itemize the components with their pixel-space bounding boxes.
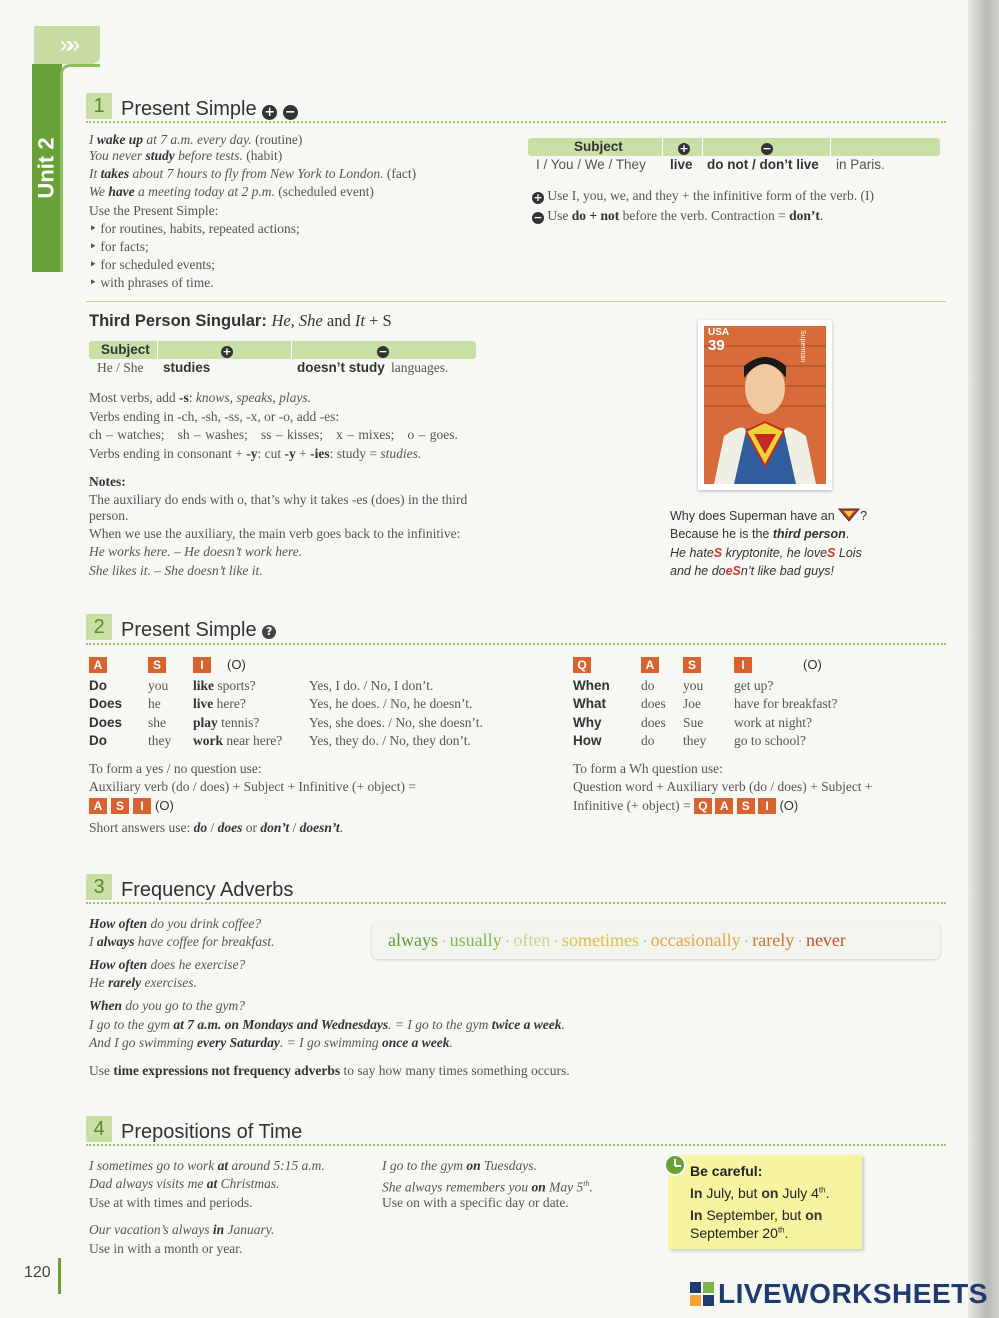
- rule: Use in with a month or year.: [89, 1241, 243, 1256]
- verb-cell: like sports?: [193, 678, 256, 693]
- careful-line: In July, but on July 4th.: [690, 1185, 830, 1201]
- short-answer-cell: Yes, he does. / No, he doesn’t.: [309, 696, 473, 711]
- example-line: It takes about 7 hours to fly from New York to London. (fact): [89, 166, 417, 181]
- letter-badge: I: [193, 656, 211, 674]
- adverb-separator: ·: [501, 935, 514, 950]
- page-number: 120: [24, 1264, 51, 1281]
- adverb-separator: ·: [638, 935, 651, 950]
- table-subject: I / You / We / They: [536, 157, 646, 172]
- note: The auxiliary do ends with o, that’s why it takes -es (does) in the third: [89, 492, 468, 507]
- verb-cell: work near here?: [193, 733, 283, 748]
- unit-arrows: »»: [34, 26, 100, 64]
- section-title: Frequency Adverbs: [121, 879, 294, 901]
- verb-cell: go to school?: [734, 733, 806, 748]
- plus-icon: +: [679, 142, 689, 155]
- letter-badge: A: [89, 656, 107, 674]
- verb-cell: get up?: [734, 678, 774, 693]
- be-careful-note: [668, 1155, 862, 1249]
- subsection-title: Third Person Singular: He, She and It + S: [89, 311, 392, 330]
- section-title: Present Simple ?: [121, 619, 276, 642]
- plus-icon: +: [262, 105, 277, 120]
- subject-cell: they: [148, 733, 172, 748]
- short-answer-cell: Yes, they do. / No, they don’t.: [309, 733, 471, 748]
- aux-cell: do: [641, 733, 655, 748]
- adverb-rarely: rarely: [752, 930, 795, 950]
- wh-formula: Question word + Auxiliary verb (do / does) + Subject +: [573, 779, 873, 794]
- short-answer-cell: Yes, I do. / No, I don’t.: [309, 678, 434, 693]
- stamp-side-text: Superman: [799, 330, 806, 363]
- letter-badge: Q: [573, 656, 591, 674]
- subject-cell: they: [683, 733, 707, 748]
- subject-cell: Sue: [683, 715, 704, 730]
- example-line: We have a meeting today at 2 p.m. (scheduled event): [89, 184, 374, 199]
- superman-question: Why does Superman have an ?: [670, 509, 868, 523]
- aux-cell: does: [641, 715, 666, 730]
- object-label: (O): [227, 657, 246, 672]
- use-item: ‣ for facts;: [89, 239, 149, 254]
- page-number-bar: [58, 1258, 61, 1294]
- wh-formula: Infinitive (+ object) = Q A S I (O): [573, 798, 799, 813]
- superman-shield-icon: [838, 508, 860, 522]
- careful-line: In September, but on: [690, 1207, 823, 1223]
- aux-cell: Do: [89, 678, 107, 693]
- example: How often do you drink coffee?: [89, 916, 262, 931]
- use-item: ‣ for scheduled events;: [89, 257, 216, 272]
- adverb-separator: ·: [794, 935, 806, 950]
- aux-cell: Do: [89, 733, 107, 748]
- minus-icon: −: [762, 142, 772, 155]
- table-negative: do not / don’t live: [707, 157, 819, 172]
- superman-answer: Because he is the third person.: [670, 527, 850, 541]
- rule: Verbs ending in -ch, -sh, -ss, -x, or -o, add -es:: [89, 409, 340, 424]
- adverb-separator: ·: [740, 935, 753, 950]
- subject-cell: you: [683, 678, 704, 693]
- divider: [86, 301, 946, 302]
- table-rest: languages.: [391, 360, 449, 375]
- wh-cell: When: [573, 678, 610, 693]
- frequency-scale: [372, 921, 940, 959]
- section-divider: [86, 121, 946, 123]
- logo-grid-icon: [690, 1281, 714, 1305]
- superman-stamp: [698, 320, 832, 490]
- note: When we use the auxiliary, the main verb goes back to the infinitive:: [89, 526, 461, 541]
- adverb-never: never: [805, 930, 846, 950]
- table-negative: doesn’t study: [297, 360, 385, 375]
- letter-badge: S: [148, 656, 166, 674]
- superman-line: He hateS kryptonite, he loveS Lois: [670, 546, 862, 560]
- adverb-usually: usually: [449, 930, 502, 950]
- stamp-value: 39: [708, 337, 725, 354]
- plus-icon: +: [533, 191, 543, 204]
- section-number: 4: [86, 1116, 112, 1142]
- adverb-occasionally: occasionally: [650, 930, 741, 950]
- table-rest: in Paris.: [836, 157, 885, 172]
- adverb-always: always: [388, 930, 438, 950]
- example-line: I wake up at 7 a.m. every day. (routine): [89, 132, 303, 147]
- table-positive: live: [670, 157, 693, 172]
- note-positive: + Use I, you, we, and they + the infinitive form of the verb. (I): [533, 188, 875, 204]
- wh-cell: What: [573, 696, 606, 711]
- careful-title: Be careful:: [690, 1163, 763, 1179]
- verb-cell: have for breakfast?: [734, 696, 838, 711]
- example: I sometimes go to work at around 5:15 a.m.: [89, 1158, 325, 1173]
- verb-cell: play tennis?: [193, 715, 260, 730]
- section-number: 2: [86, 614, 112, 640]
- example: She likes it. – She doesn’t like it.: [89, 563, 263, 578]
- minus-icon: −: [533, 211, 543, 224]
- short-answers: Short answers use: do / does or don’t / doesn’t.: [89, 820, 344, 835]
- unit-tab: Unit 2: [32, 64, 62, 272]
- table-positive: studies: [163, 360, 211, 375]
- aux-cell: do: [641, 678, 655, 693]
- verb-cell: work at night?: [734, 715, 812, 730]
- aux-cell: Does: [89, 696, 123, 711]
- aux-cell: does: [641, 696, 666, 711]
- example: And I go swimming every Saturday. = I go swimming once a week.: [89, 1035, 453, 1050]
- subject-cell: she: [148, 715, 166, 730]
- minus-icon: −: [378, 345, 388, 358]
- letter-badge: S: [683, 656, 701, 674]
- letter-badge: I: [734, 656, 752, 674]
- section-divider: [86, 902, 946, 904]
- example: When do you go to the gym?: [89, 998, 245, 1013]
- use-item: ‣ with phrases of time.: [89, 275, 214, 290]
- superman-line: and he doeSn’t like bad guys!: [670, 564, 835, 578]
- short-answer-cell: Yes, she does. / No, she doesn’t.: [309, 715, 483, 730]
- example: Our vacation’s always in January.: [89, 1222, 275, 1237]
- plus-icon: +: [222, 345, 232, 358]
- notes-title: Notes:: [89, 474, 126, 489]
- subject-cell: Joe: [683, 696, 701, 711]
- wh-cell: Why: [573, 715, 602, 730]
- liveworksheets-logo[interactable]: LIVEWORKSHEETS: [690, 1278, 988, 1310]
- stamp-country: USA: [708, 327, 730, 338]
- example: He works here. – He doesn’t work here.: [89, 544, 303, 559]
- yn-formula-badges: A S I (O): [89, 797, 174, 815]
- section-divider: [86, 1144, 946, 1146]
- section-title: Present Simple + −: [121, 98, 298, 121]
- frequency-rule: Use time expressions not frequency adverbs to say how many times something occurs.: [89, 1063, 570, 1078]
- section-number: 1: [86, 93, 112, 119]
- rule: Use on with a specific day or date.: [382, 1195, 569, 1210]
- letter-badge: A: [641, 656, 659, 674]
- adverb-sometimes: sometimes: [561, 930, 639, 950]
- use-intro: Use the Present Simple:: [89, 203, 219, 218]
- example: I always have coffee for breakfast.: [89, 934, 275, 949]
- example: I go to the gym on Tuesdays.: [382, 1158, 537, 1173]
- note-negative: − Use do + not before the verb. Contraction = don’t.: [533, 208, 824, 224]
- example: I go to the gym at 7 a.m. on Mondays and Wednesdays. = I go to the gym twice a week.: [89, 1017, 565, 1032]
- clock-icon: [664, 1154, 686, 1176]
- section-number: 3: [86, 874, 112, 900]
- wh-intro: To form a Wh question use:: [573, 761, 723, 776]
- yn-intro: To form a yes / no question use:: [89, 761, 262, 776]
- object-label: (O): [803, 657, 822, 672]
- rule-examples: ch – watches; sh – washes; ss – kisses; x – mixes; o – goes.: [89, 427, 458, 442]
- minus-icon: −: [283, 105, 298, 120]
- question-icon: ?: [262, 625, 276, 639]
- example-line: You never study before tests. (habit): [89, 148, 283, 163]
- example: She always remembers you on May 5th.: [382, 1179, 593, 1195]
- verb-cell: live here?: [193, 696, 246, 711]
- section-title: Prepositions of Time: [121, 1121, 303, 1143]
- use-item: ‣ for routines, habits, repeated actions;: [89, 221, 300, 236]
- aux-cell: Does: [89, 715, 123, 730]
- rule: Most verbs, add -s: knows, speaks, plays.: [89, 390, 312, 405]
- yn-formula: Auxiliary verb (do / does) + Subject + Infinitive (+ object) =: [89, 779, 416, 794]
- note: person.: [89, 508, 129, 523]
- conjugation-table-header: Subject + −: [89, 341, 476, 359]
- adverb-separator: ·: [550, 935, 562, 950]
- section-divider: [86, 643, 946, 645]
- example: How often does he exercise?: [89, 957, 246, 972]
- example: He rarely exercises.: [89, 975, 197, 990]
- rule: Use at with times and periods.: [89, 1195, 253, 1210]
- conjugation-table-header: Subject + −: [528, 138, 940, 156]
- page-edge: [968, 0, 999, 1318]
- rule: Verbs ending in consonant + -y: cut -y + -ies: study = studies.: [89, 446, 422, 461]
- careful-line: September 20th.: [690, 1225, 789, 1241]
- adverb-often: often: [513, 930, 551, 950]
- table-subject: He / She: [97, 360, 144, 375]
- subject-cell: he: [148, 696, 161, 711]
- wh-cell: How: [573, 733, 602, 748]
- adverb-separator: ·: [437, 935, 450, 950]
- subject-cell: you: [148, 678, 169, 693]
- example: Dad always visits me at Christmas.: [89, 1176, 280, 1191]
